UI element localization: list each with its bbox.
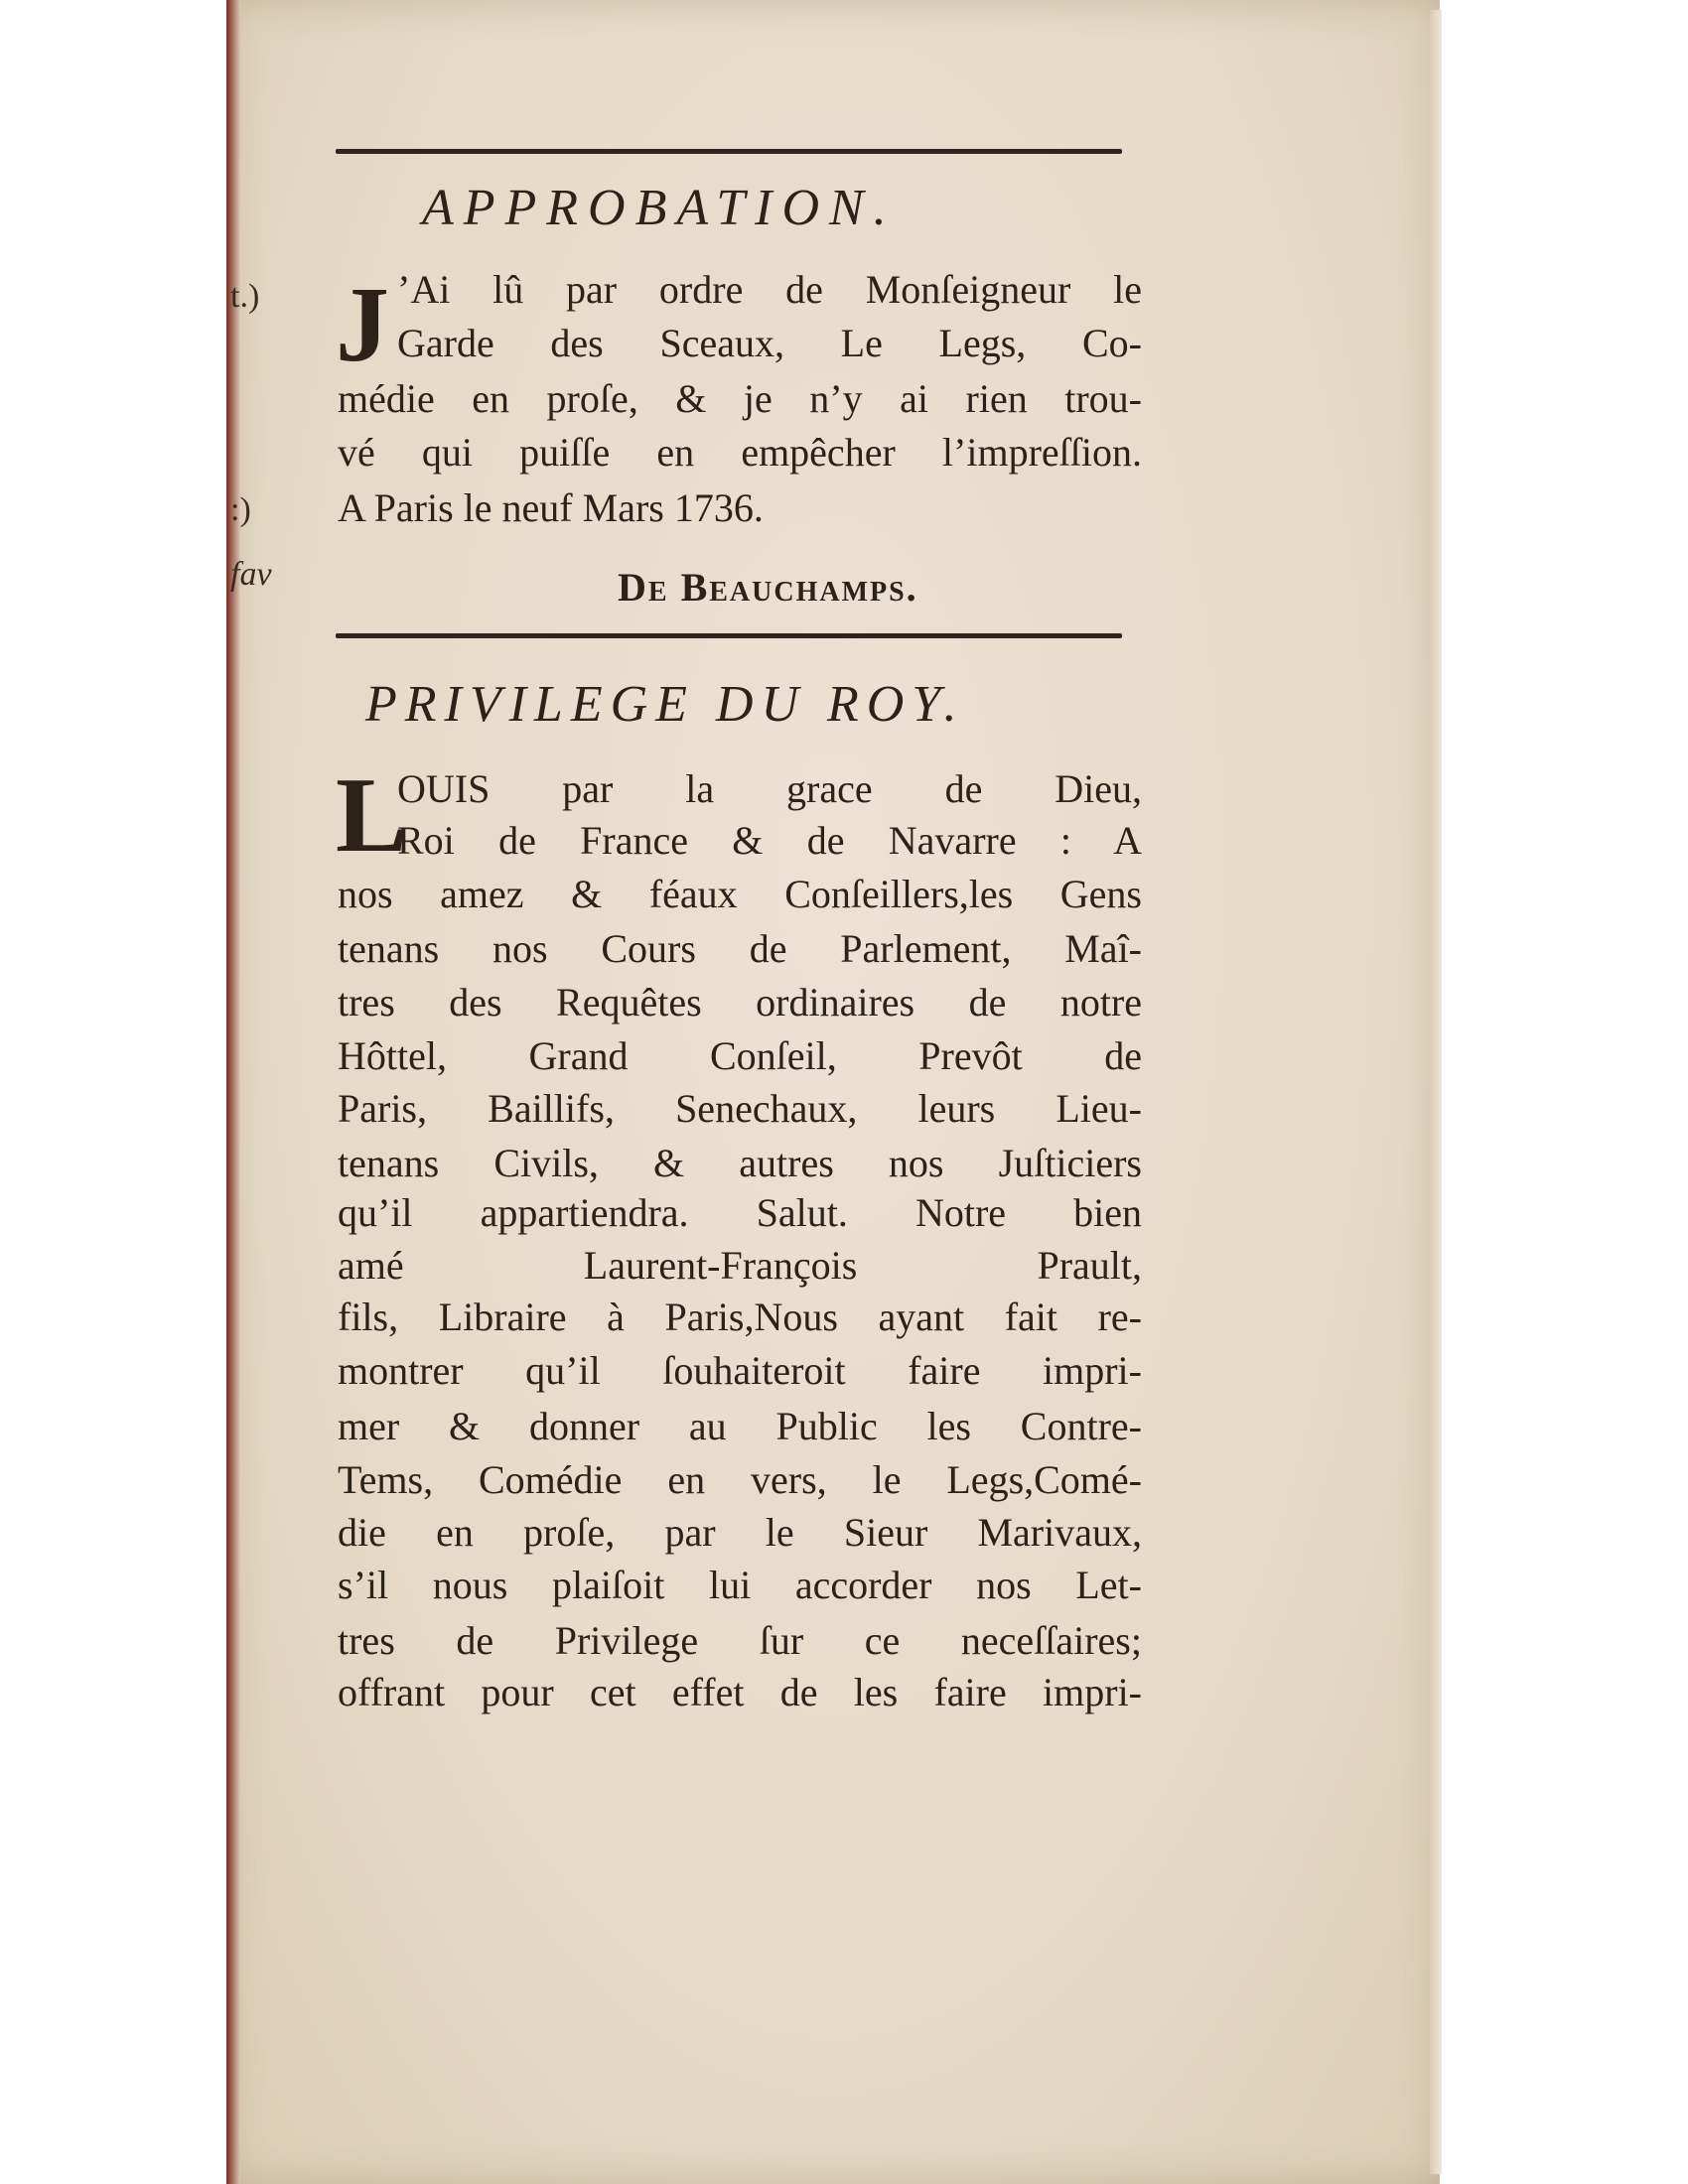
text-line: amé Laurent-François Prault, — [338, 1243, 1142, 1288]
text-line: Paris, Baillifs, Senechaux, leurs Lieu- — [338, 1086, 1142, 1131]
text-line: Roi de France & de Navarre : A — [397, 818, 1142, 863]
page-edge — [1430, 10, 1442, 2174]
text-line: Garde des Sceaux, Le Legs, Co- — [397, 321, 1142, 365]
text-line: vé qui puiſſe en empêcher l’impreſſion. — [338, 430, 1142, 475]
facing-page-fragment: :) — [230, 491, 251, 528]
text-line: tenans Civils, & autres nos Juſticiers — [338, 1141, 1142, 1185]
signature: De Beauchamps. — [618, 565, 918, 610]
approbation-heading: APPROBATION. — [422, 180, 897, 236]
text-line: s’il nous plaiſoit lui accorder nos Let- — [338, 1563, 1142, 1607]
text-line: Hôttel, Grand Conſeil, Prevôt de — [338, 1033, 1142, 1078]
text-line: fils, Libraire à Paris,Nous ayant fait re- — [338, 1295, 1142, 1339]
approbation-dropcap: J — [336, 266, 389, 384]
privilege-heading: PRIVILEGE DU ROY. — [365, 676, 965, 733]
text-line: tres des Requêtes ordinaires de notre — [338, 980, 1142, 1024]
text-line: A Paris le neuf Mars 1736. — [338, 485, 764, 530]
top-rule — [336, 149, 1122, 154]
text-line: mer & donner au Public les Contre- — [338, 1404, 1142, 1448]
text-line: montrer qu’il ſouhaiteroit faire impri- — [338, 1348, 1142, 1393]
facing-page-fragment: t.) — [230, 278, 260, 315]
text-line: tenans nos Cours de Parlement, Maî- — [338, 926, 1142, 971]
book-binding-edge — [226, 0, 240, 2184]
text-line: qu’il appartiendra. Salut. Notre bien — [338, 1190, 1142, 1235]
text-line: die en proſe, par le Sieur Marivaux, — [338, 1510, 1142, 1555]
text-line: offrant pour cet effet de les faire impri- — [338, 1670, 1142, 1714]
text-line: tres de Privilege ſur ce neceſſaires; — [338, 1618, 1142, 1663]
text-line: OUIS par la grace de Dieu, — [397, 766, 1142, 811]
privilege-dropcap: L — [336, 756, 408, 875]
text-line: Tems, Comédie en vers, le Legs,Comé- — [338, 1457, 1142, 1502]
section-rule — [336, 633, 1122, 638]
text-line: nos amez & féaux Conſeillers,les Gens — [338, 872, 1142, 916]
text-line: médie en proſe, & je n’y ai rien trou- — [338, 376, 1142, 421]
facing-page-fragment: fav — [230, 556, 272, 593]
text-line: ’Ai lû par ordre de Monſeigneur le — [397, 267, 1142, 312]
